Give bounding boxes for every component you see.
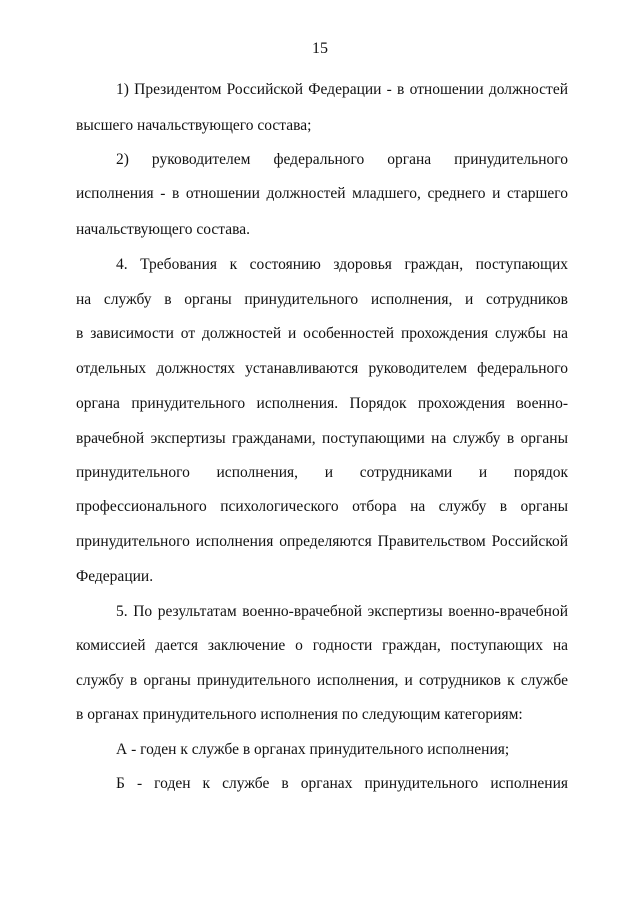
text-line: исполнения - в отношении должностей младшего, среднего и старшего — [76, 185, 568, 202]
text-line: Федерации. — [76, 568, 154, 585]
text-line: органа принудительного исполнения. Порядок прохождения военно- — [76, 395, 568, 412]
text-line: врачебной экспертизы гражданами, поступающими на службу в органы — [76, 430, 568, 447]
text-line: высшего начальствующего состава; — [76, 117, 312, 134]
text-line: отдельных должностях устанавливаются руководителем федерального — [76, 360, 568, 377]
text-line: 1) Президентом Российской Федерации - в отношении должностей — [116, 81, 568, 98]
text-line: комиссией дается заключение о годности граждан, поступающих на — [76, 637, 568, 654]
text-line: службу в органы принудительного исполнения, и сотрудников к службе — [76, 672, 568, 689]
text-line: в органах принудительного исполнения по следующим категориям: — [76, 706, 523, 723]
text-line: 2) руководителем федерального органа принудительного — [116, 151, 568, 168]
text-line: 4. Требования к состоянию здоровья граждан, поступающих — [116, 256, 568, 273]
text-line: начальствующего состава. — [76, 221, 250, 238]
page-number: 15 — [312, 40, 328, 57]
text-line: Б - годен к службе в органах принудительного исполнения — [116, 775, 568, 792]
text-line: принудительного исполнения определяются Правительством Российской — [76, 533, 568, 550]
text-line: в зависимости от должностей и особенностей прохождения службы на — [76, 325, 568, 342]
text-line: на службу в органы принудительного исполнения, и сотрудников — [76, 291, 568, 308]
text-line: 5. По результатам военно-врачебной экспертизы военно-врачебной — [116, 603, 568, 620]
text-line: профессионального психологического отбора на службу в органы — [76, 498, 568, 515]
text-line: А - годен к службе в органах принудительного исполнения; — [116, 741, 510, 758]
text-line: принудительного исполнения, и сотрудниками и порядок — [76, 464, 568, 481]
